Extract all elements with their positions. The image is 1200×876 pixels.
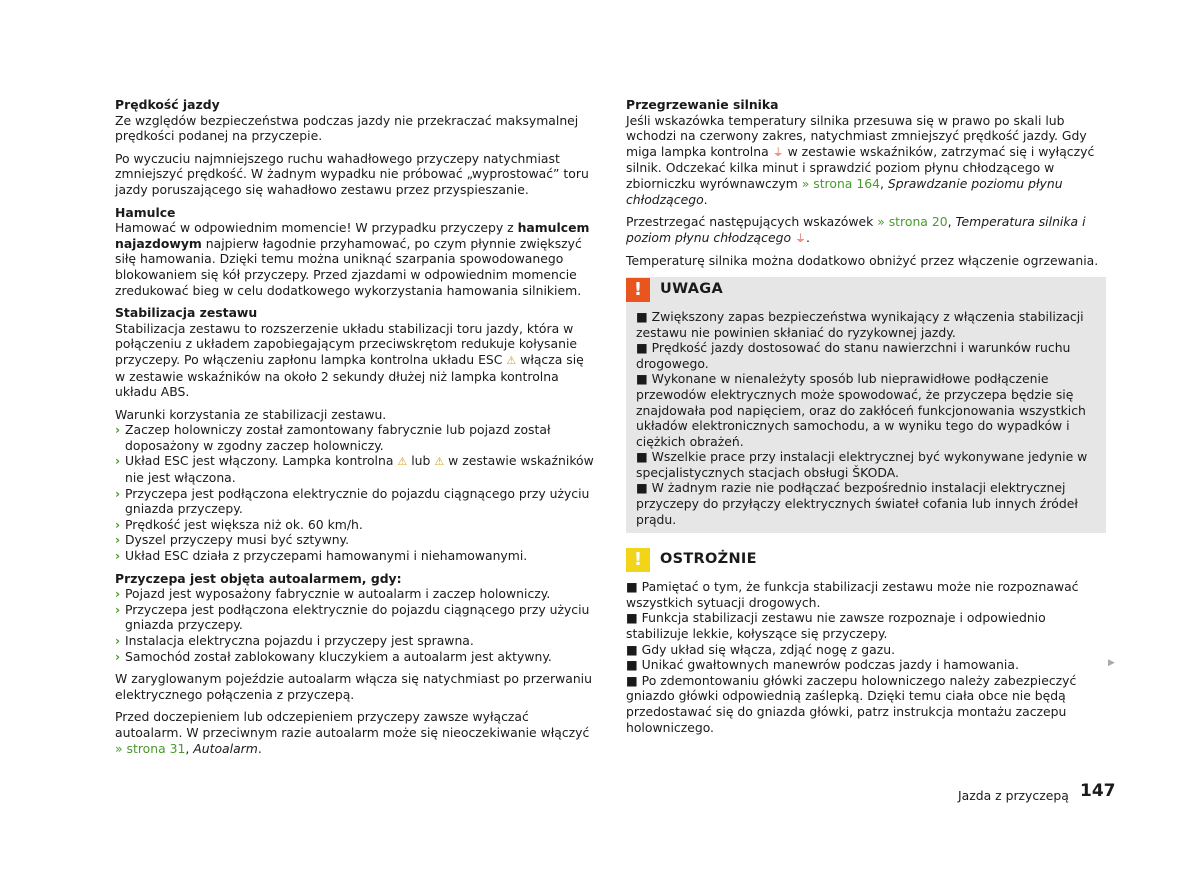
list-arrow-icon: ›	[115, 453, 121, 469]
overheat-paragraph-3: Temperaturę silnika można dodatkowo obniżyć przez włączenie ogrzewania.	[626, 253, 1099, 269]
esc-lamp-icon: ⚠	[506, 353, 517, 367]
conditions-list	[115, 422, 595, 563]
list-item-text: Unikać gwałtownych manewrów podczas jazdy i hamowania.	[641, 657, 1019, 673]
alarm-list	[115, 586, 595, 664]
list-item-text: W żadnym razie nie podłączać bezpośrednio instalacji elektrycznej przyczepy do przyłączy elektrycznych świateł cofania lub innych źródeł prądu.	[636, 480, 1078, 527]
bullet-icon: ■	[636, 449, 648, 465]
list-arrow-icon: ›	[115, 422, 121, 438]
bullet-icon: ■	[626, 657, 638, 673]
autoalarm-reference: Autoalarm	[193, 740, 258, 756]
overheat2-text-end: .	[805, 229, 810, 245]
list-item	[115, 602, 595, 633]
alarm-paragraph-2	[115, 709, 595, 756]
bullet-icon: ■	[626, 610, 638, 626]
alarm-text-end: .	[257, 740, 262, 756]
list-arrow-icon: ›	[115, 485, 121, 501]
esc-lamp-icon: ⚠	[397, 455, 408, 469]
list-item	[115, 586, 595, 602]
conditions-intro: Warunki korzystania ze stabilizacji zestawu.	[115, 406, 387, 422]
list-item	[636, 371, 1100, 449]
footer-section-title: Jazda z przyczepą	[958, 788, 1069, 803]
list-item-text: Po zdemontowaniu główki zaczepu holowniczego należy zabezpieczyć gniazdo główki odpowiednią zaślepką. Dzięki temu ciała obce nie będą przedostawać się do gniazda główki, patrz instrukcja montażu zaczepu holowniczego.	[626, 672, 1077, 735]
list-item-text: Prędkość jest większa niż ok. 60 km/h.	[125, 516, 363, 532]
list-item-text: Prędkość jazdy dostosować do stanu nawierzchni i warunków ruchu drogowego.	[636, 340, 1071, 371]
list-arrow-icon: ›	[115, 548, 121, 564]
overheat-text-sep: ,	[880, 175, 888, 191]
list-item	[626, 610, 1106, 641]
overheat-paragraph-1	[626, 113, 1106, 208]
list-item	[115, 517, 595, 533]
warning-header	[626, 277, 1106, 303]
overheat-text-end: .	[703, 191, 708, 207]
list-item-text: Zwiększony zapas bezpieczeństwa wynikający z włączenia stabilizacji zestawu nie powinien skłaniać do ryzykownej jazdy.	[636, 308, 1084, 340]
continue-arrow-icon: ▶	[1108, 658, 1115, 668]
list-arrow-icon: ›	[115, 648, 121, 664]
list-item	[115, 422, 595, 453]
list-item	[115, 649, 595, 665]
list-arrow-icon: ›	[115, 601, 121, 617]
caution-title: OSTROŻNIE	[660, 551, 757, 568]
brakes-text-bold: hamulcem najazdowym	[115, 220, 590, 251]
list-item-text: Samochód został zablokowany kluczykiem a autoalarm jest aktywny.	[125, 648, 552, 664]
overheat2-text-sep: ,	[947, 214, 956, 230]
caution-body	[626, 573, 1106, 735]
list-item-text: Pamiętać o tym, że funkcja stabilizacji zestawu może nie rozpoznawać wszystkich sytuacji drogowych.	[626, 579, 1079, 610]
list-item	[626, 673, 1106, 735]
bullet-icon: ■	[626, 672, 638, 688]
warning-box	[626, 277, 1106, 533]
caution-box	[626, 547, 1106, 735]
alarm-text-a: Przed doczepieniem lub odczepieniem przyczepy zawsze wyłączać autoalarm. W przeciwnym razie autoalarm może się nieoczekiwanie włączyć	[115, 709, 590, 740]
left-column	[115, 97, 595, 763]
list-item	[636, 340, 1100, 371]
engine-temp-reference: Temperatura silnika i poziom płynu chłodzącego	[626, 214, 1086, 245]
list-item-text: Funkcja stabilizacji zestawu nie zawsze rozpoznaje i odpowiednio stabilizuje lekkie, kołyszące się przyczepy.	[626, 610, 1046, 642]
list-item	[636, 449, 1100, 480]
bullet-icon: ■	[636, 480, 648, 496]
warning-title: UWAGA	[660, 281, 723, 298]
caution-icon: !	[626, 548, 650, 572]
stab-text-a: Stabilizacja zestawu to rozszerzenie układu stabilizacji toru jazdy, która w połączeniu z układem zapobiegającym przeciwskrętom redukuje kołysanie przyczepy. Po włączeniu zapłonu lampka kontrolna układu ESC	[115, 320, 578, 367]
esc-off-lamp-icon: ⚠	[434, 455, 445, 469]
coolant-temp-icon: ⏚	[794, 231, 806, 245]
overheat-paragraph-2	[626, 214, 1106, 246]
speed-paragraph-2: Po wyczuciu najmniejszego ruchu wahadłowego przyczepy natychmiast zmniejszyć prędkość. W żadnym wypadku nie próbować „wyprostować” toru jazdy poruszającego się wahadłowo zestawu przez przyspieszanie.	[115, 150, 589, 197]
overheat-heading: Przegrzewanie silnika	[626, 97, 779, 112]
brakes-heading: Hamulce	[115, 204, 176, 220]
warning-icon: !	[626, 278, 650, 302]
bullet-icon: ■	[626, 579, 638, 595]
list-item-text: Wykonane w nienależyty sposób lub nieprawidłowe podłączenie przewodów elektrycznych może spowodować, że przyczepa będzie się znajdowała pod napięciem, oraz do zakłóceń funkcjonowania wszystkich układów elektronicznych samochodu, a w wyniku tego do wypadków i ciężkich obrażeń.	[636, 371, 1086, 449]
overheat2-text-a: Przestrzegać następujących wskazówek	[626, 214, 878, 230]
alarm-text-sep: ,	[185, 740, 194, 756]
alarm-heading: Przyczepa jest objęta autoalarmem, gdy:	[115, 570, 402, 586]
bullet-icon: ■	[636, 371, 648, 387]
speed-heading: Prędkość jazdy	[115, 97, 220, 112]
right-column	[626, 97, 1106, 735]
overheat-text-b: w zestawie wskaźników, zatrzymać się i wyłączyć silnik. Odczekać kilka minut i sprawdzić poziom płynu chłodzącego w zbiorniczku wyrównawczym	[626, 143, 1095, 191]
coolant-check-reference: Sprawdzanie poziomu płynu chłodzącego	[626, 175, 1063, 207]
list-item	[115, 633, 595, 649]
bullet-icon: ■	[626, 641, 638, 657]
coolant-temp-icon: ⏚	[772, 145, 784, 159]
bullet-icon: ■	[636, 340, 648, 356]
list-item-text: Układ ESC działa z przyczepami hamowanymi i niehamowanymi.	[125, 548, 528, 564]
list-item	[115, 453, 595, 485]
speed-paragraph-1: Ze względów bezpieczeństwa podczas jazdy nie przekraczać maksymalnej prędkości podanej na przyczepie.	[115, 112, 579, 144]
caution-header	[626, 547, 1106, 573]
page-31-link[interactable]: » strona 31	[115, 740, 186, 756]
warning-body	[626, 303, 1106, 527]
list-arrow-icon: ›	[115, 633, 121, 648]
page-20-link[interactable]: » strona 20	[877, 214, 948, 230]
list-item	[626, 579, 1106, 610]
list-item	[115, 486, 595, 517]
stabilization-heading: Stabilizacja zestawu	[115, 305, 258, 321]
alarm-paragraph-1: W zaryglowanym pojeździe autoalarm włącza się natychmiast po przerwaniu elektrycznego połączenia z przyczepą.	[115, 671, 592, 702]
list-item-text: Gdy układ się włącza, zdjąć nogę z gazu.	[641, 641, 896, 657]
list-arrow-icon: ›	[115, 586, 121, 602]
list-item-text: Układ ESC jest włączony. Lampka kontrolna	[125, 453, 394, 469]
stabilization-paragraph	[115, 321, 595, 400]
list-item-text: Instalacja elektryczna pojazdu i przyczepy jest sprawna.	[125, 633, 474, 648]
list-item-text: Pojazd jest wyposażony fabrycznie w autoalarm i zaczep holowniczy.	[125, 586, 551, 602]
list-item-text: Zaczep holowniczy został zamontowany fabrycznie lub pojazd został doposażony w zgodny zaczep holowniczy.	[125, 422, 551, 453]
list-item-text: w zestawie wskaźników nie jest włączona.	[125, 453, 594, 486]
overheat-text-a: Jeśli wskazówka temperatury silnika przesuwa się w prawo po skali lub wchodzi na czerwony zakres, natychmiast zmniejszyć prędkość jazdy. Gdy miga lampka kontrolna	[626, 112, 1087, 159]
page-164-link[interactable]: » strona 164	[801, 175, 880, 191]
list-item-text: Przyczepa jest podłączona elektrycznie do pojazdu ciągnącego przy użyciu gniazda przyczepy.	[125, 601, 590, 633]
list-item-text: Przyczepa jest podłączona elektrycznie do pojazdu ciągnącego przy użyciu gniazda przyczepy.	[125, 485, 590, 517]
list-arrow-icon: ›	[115, 516, 121, 532]
list-item	[636, 309, 1100, 340]
stab-text-b: włącza się w zestawie wskaźników na około 2 sekundy dłużej niż lampka kontrolna układu ABS.	[115, 351, 584, 400]
list-item-text: Wszelkie prace przy instalacji elektrycznej być wykonywane jedynie w specjalistycznych stacjach obsługi ŠKODA.	[636, 449, 1088, 480]
list-item	[636, 480, 1100, 527]
page-number: 147	[1080, 781, 1116, 801]
bullet-icon: ■	[636, 308, 648, 324]
list-item	[115, 532, 595, 548]
brakes-text-a: Hamować w odpowiednim momencie! W przypadku przyczepy z	[115, 220, 518, 236]
brakes-paragraph	[115, 220, 595, 298]
list-item	[626, 657, 1106, 673]
list-item	[115, 548, 595, 564]
list-item-text: lub	[407, 453, 435, 469]
brakes-text-c: najpierw łagodnie przyhamować, po czym płynnie zwiększyć siłę hamowania. Dzięki temu można uniknąć szarpania spowodowanego blokowaniem się kół przyczepy. Przed zjazdami w odpowiednim momencie zredukować bieg w celu dodatkowego wykorzystania hamowania silnikiem.	[115, 235, 582, 298]
list-arrow-icon: ›	[115, 532, 121, 548]
list-item-text: Dyszel przyczepy musi być sztywny.	[125, 532, 350, 548]
list-item	[626, 642, 1106, 658]
